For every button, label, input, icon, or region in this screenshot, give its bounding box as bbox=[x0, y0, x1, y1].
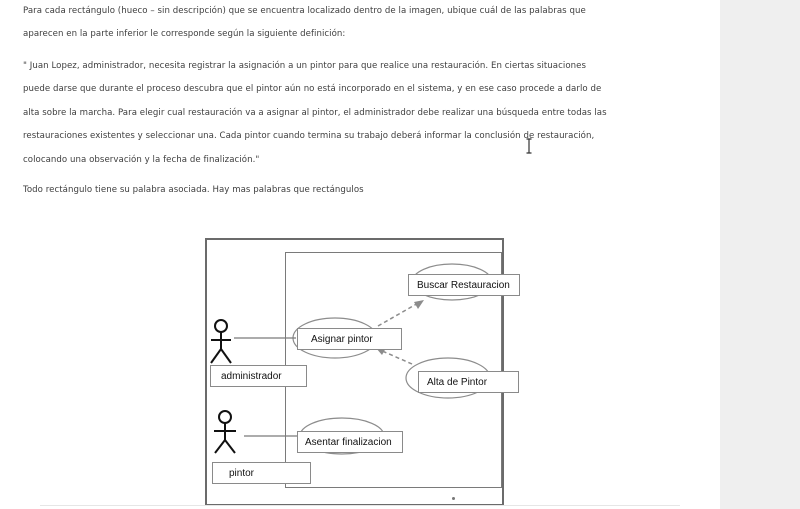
stray-dot bbox=[452, 497, 455, 500]
actor-label-text: administrador bbox=[221, 370, 282, 382]
use-case-label-alta-de-pintor bbox=[418, 371, 519, 393]
dependency-arrow-asignar-buscar bbox=[378, 302, 420, 326]
actor-stick-figure-icon bbox=[214, 411, 236, 453]
right-side-panel bbox=[720, 0, 800, 509]
actor-label-text: pintor bbox=[229, 467, 255, 479]
use-case-label-text: Asentar finalizacion bbox=[305, 436, 392, 448]
arrowhead bbox=[414, 300, 424, 309]
text-line: " Juan Lopez, administrador, necesita registrar la asignación a un pintor para que realice una restauración. En ciertas situaciones bbox=[23, 61, 587, 71]
use-case-label-text: Buscar Restauracion bbox=[417, 279, 510, 291]
text-line: alta sobre la marcha. Para elegir cual restauración va a asignar al pintor, el administrador debe realizar una búsqueda entre todas las bbox=[23, 107, 607, 118]
text-line: Todo rectángulo tiene su palabra asociada. Hay mas palabras que rectángulos bbox=[23, 185, 364, 195]
text-line: puede darse que durante el proceso descubra que el pintor aún no está incorporado en el sistema, y en ese caso procede a darlo de bbox=[23, 84, 602, 95]
dependency-arrow-alta-asignar bbox=[380, 350, 412, 364]
text-line: colocando una observación y la fecha de finalización." bbox=[23, 154, 260, 165]
actor-stick-figure-icon bbox=[211, 320, 231, 363]
actor-label-pintor bbox=[212, 462, 311, 484]
use-case-label-asentar-finalizacion bbox=[297, 431, 403, 453]
text-line: restauraciones existentes y seleccionar una. Cada pintor cuando termina su trabajo deberá informar la conclusión de restauración, bbox=[23, 131, 595, 142]
text-line: Para cada rectángulo (hueco – sin descripción) que se encuentra localizado dentro de la imagen, ubique cuál de las palabras que bbox=[23, 6, 586, 16]
use-case-label-text: Asignar pintor bbox=[311, 333, 373, 345]
text-line: aparecen en la parte inferior le corresponde según la siguiente definición: bbox=[23, 29, 346, 40]
divider bbox=[40, 505, 680, 506]
use-case-label-buscar-restauracion bbox=[408, 274, 520, 296]
use-case-label-asignar-pintor bbox=[297, 328, 402, 350]
actor-label-administrador bbox=[210, 365, 307, 387]
use-case-label-text: Alta de Pintor bbox=[427, 376, 488, 388]
